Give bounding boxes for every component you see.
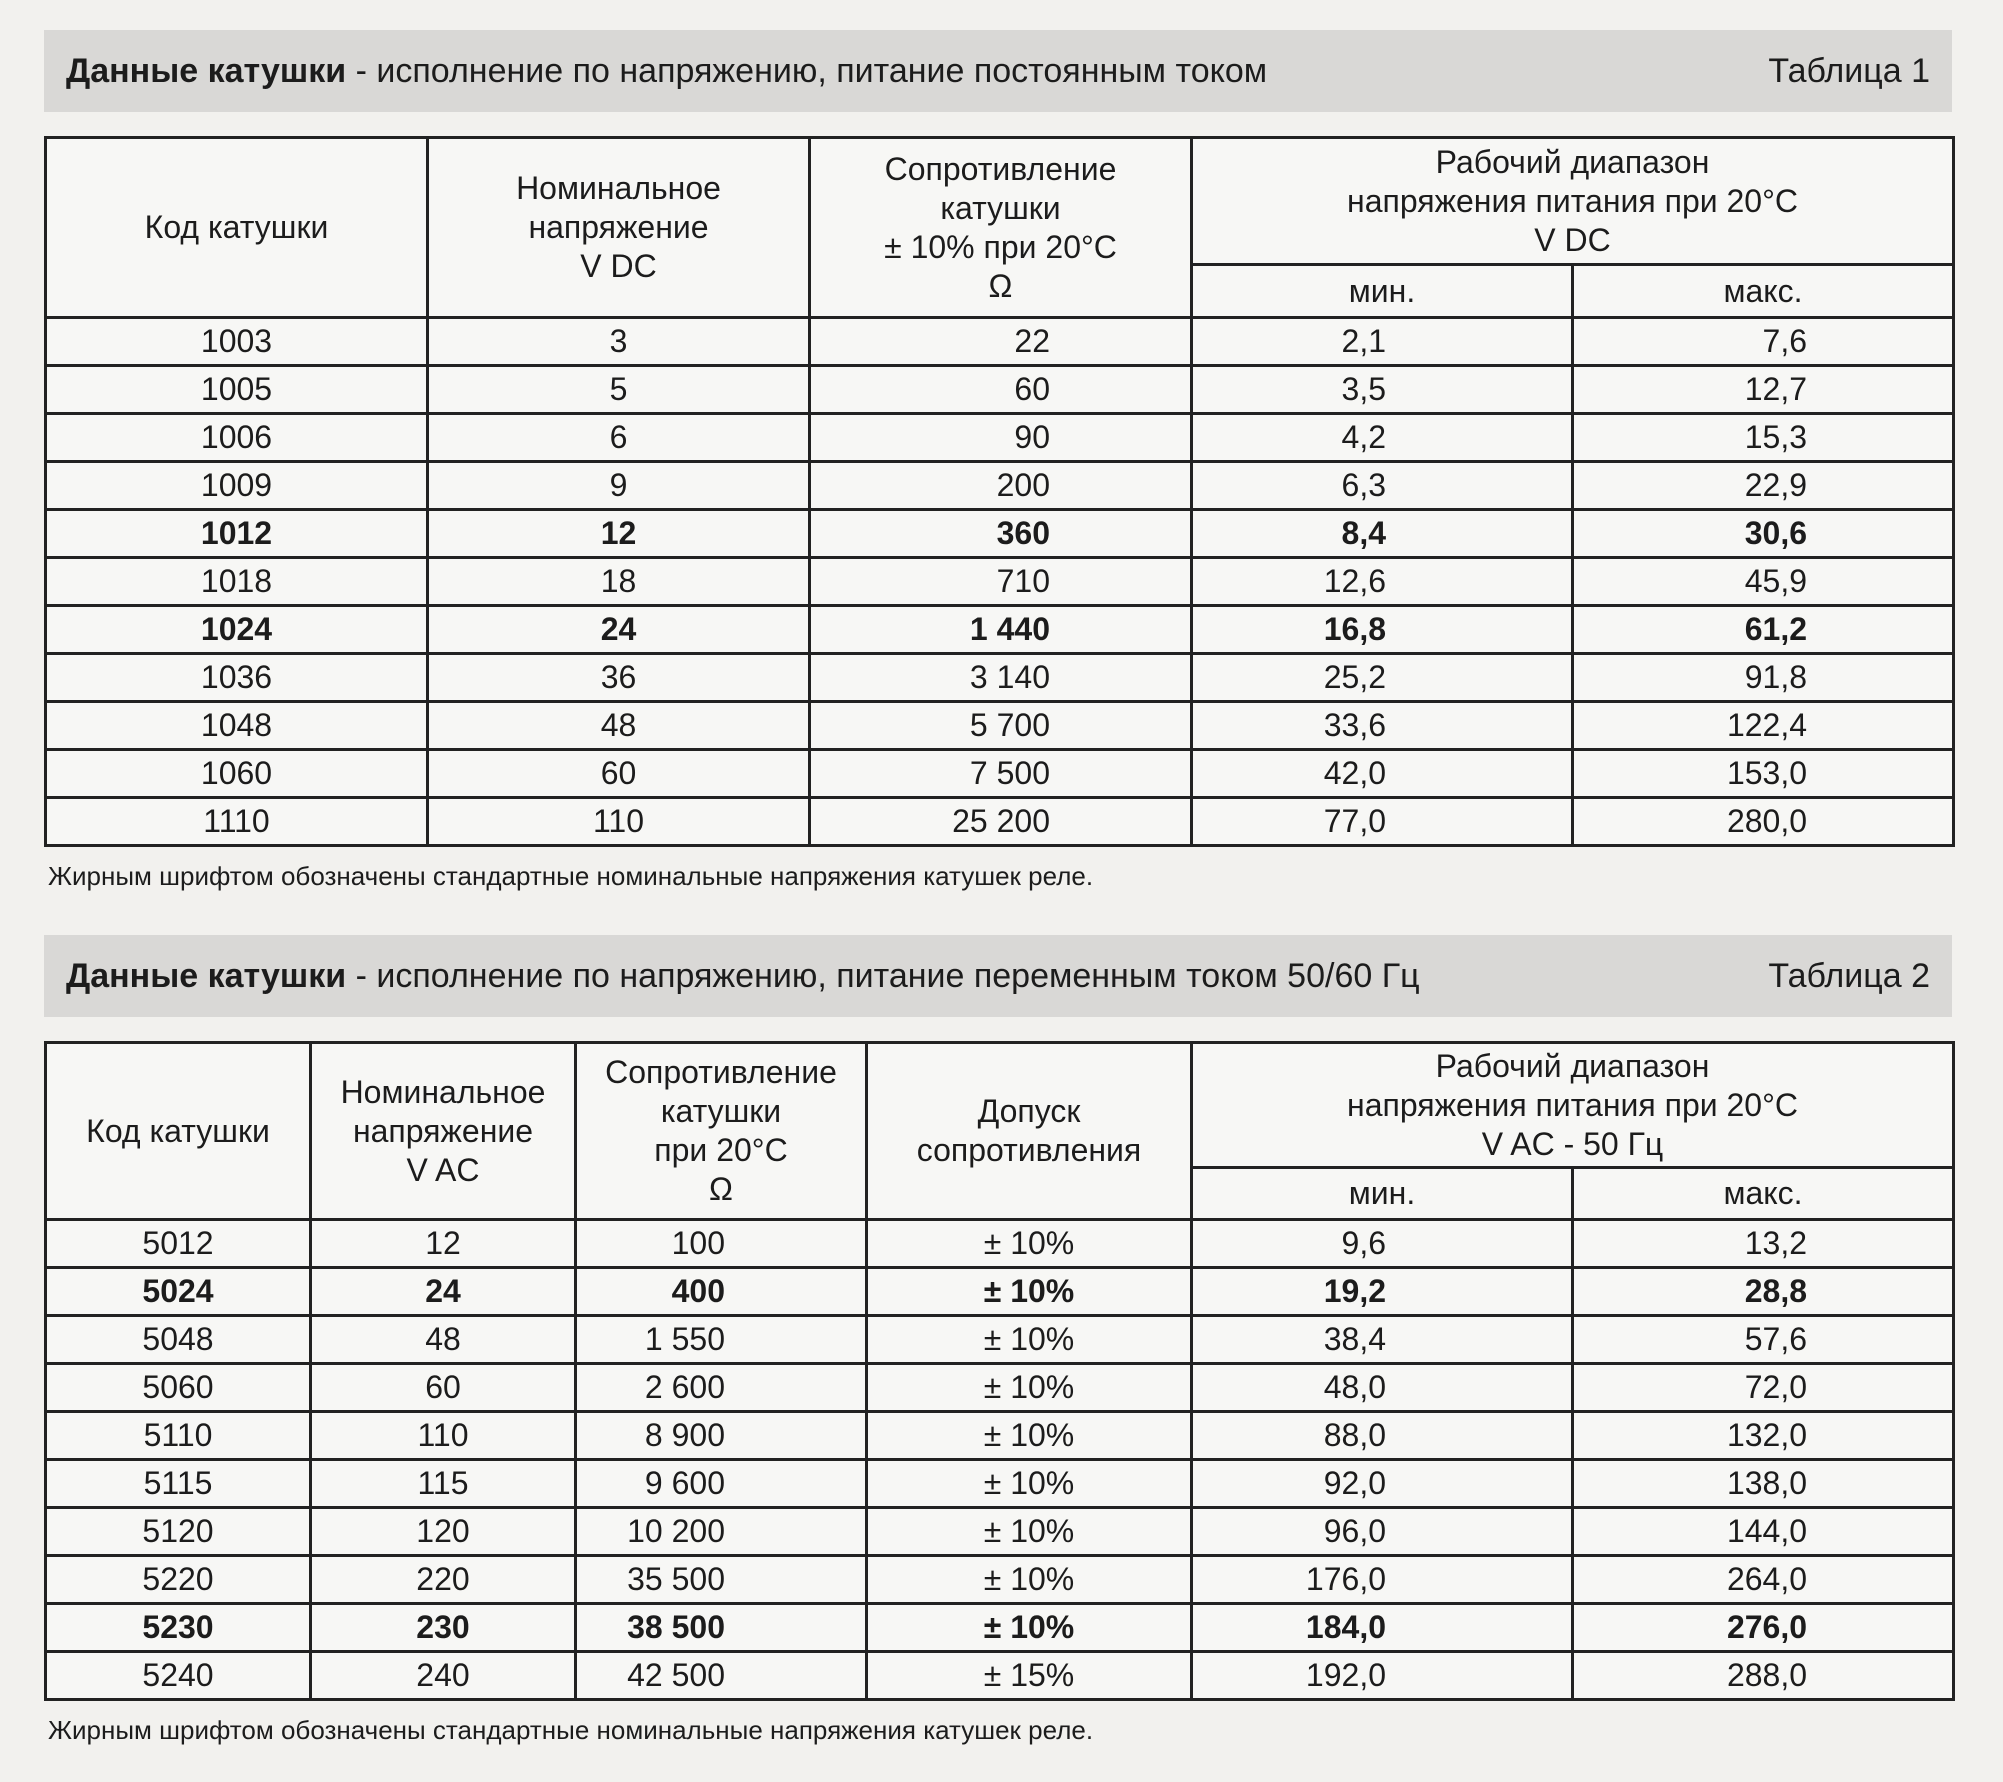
cell-max: 57,6 xyxy=(1573,1316,1954,1364)
cell-voltage: 12 xyxy=(428,510,810,558)
cell-min: 176,0 xyxy=(1192,1556,1573,1604)
cell-tolerance: ± 10% xyxy=(867,1364,1192,1412)
col-header-voltage: Номинальное напряжение V AC xyxy=(311,1043,576,1220)
cell-min: 4,2 xyxy=(1192,414,1573,462)
cell-tolerance: ± 10% xyxy=(867,1412,1192,1460)
cell-min: 6,3 xyxy=(1192,462,1573,510)
cell-resistance: 5 700 xyxy=(810,702,1192,750)
cell-resistance: 10 200 xyxy=(576,1508,867,1556)
col-header-min: мин. xyxy=(1192,265,1573,318)
cell-max: 91,8 xyxy=(1573,654,1954,702)
cell-max: 280,0 xyxy=(1573,798,1954,846)
cell-min: 9,6 xyxy=(1192,1220,1573,1268)
cell-min: 33,6 xyxy=(1192,702,1573,750)
cell-max: 12,7 xyxy=(1573,366,1954,414)
cell-max: 15,3 xyxy=(1573,414,1954,462)
col-header-max: макс. xyxy=(1573,265,1954,318)
table-row xyxy=(46,798,1954,846)
cell-tolerance: ± 10% xyxy=(867,1508,1192,1556)
cell-resistance: 60 xyxy=(810,366,1192,414)
cell-max: 132,0 xyxy=(1573,1412,1954,1460)
cell-min: 48,0 xyxy=(1192,1364,1573,1412)
cell-code: 5060 xyxy=(46,1364,311,1412)
cell-tolerance: ± 10% xyxy=(867,1460,1192,1508)
table-row xyxy=(46,366,1954,414)
cell-code: 5048 xyxy=(46,1316,311,1364)
table-row xyxy=(46,414,1954,462)
table2-label: Таблица 2 xyxy=(1768,956,1930,995)
cell-voltage: 36 xyxy=(428,654,810,702)
cell-resistance: 200 xyxy=(810,462,1192,510)
table1-footnote: Жирным шрифтом обозначены стандартные номинальные напряжения катушек реле. xyxy=(48,861,1094,891)
cell-max: 72,0 xyxy=(1573,1364,1954,1412)
table-row xyxy=(46,462,1954,510)
cell-resistance: 710 xyxy=(810,558,1192,606)
table-row xyxy=(46,606,1954,654)
cell-min: 92,0 xyxy=(1192,1460,1573,1508)
cell-code: 5012 xyxy=(46,1220,311,1268)
cell-resistance: 3 140 xyxy=(810,654,1192,702)
cell-voltage: 60 xyxy=(311,1364,576,1412)
cell-code: 1048 xyxy=(46,702,428,750)
cell-code: 5220 xyxy=(46,1556,311,1604)
cell-tolerance: ± 10% xyxy=(867,1268,1192,1316)
cell-min: 12,6 xyxy=(1192,558,1573,606)
cell-voltage: 5 xyxy=(428,366,810,414)
table-row xyxy=(46,1460,1954,1508)
cell-resistance: 1 440 xyxy=(810,606,1192,654)
cell-max: 30,6 xyxy=(1573,510,1954,558)
cell-min: 8,4 xyxy=(1192,510,1573,558)
table1-header-bar xyxy=(44,30,1952,112)
cell-resistance: 360 xyxy=(810,510,1192,558)
cell-voltage: 240 xyxy=(311,1652,576,1700)
table-row xyxy=(46,1316,1954,1364)
cell-resistance: 38 500 xyxy=(576,1604,867,1652)
cell-min: 38,4 xyxy=(1192,1316,1573,1364)
cell-tolerance: ± 10% xyxy=(867,1556,1192,1604)
cell-tolerance: ± 10% xyxy=(867,1316,1192,1364)
cell-voltage: 115 xyxy=(311,1460,576,1508)
col-header-max: макс. xyxy=(1573,1168,1954,1220)
cell-code: 1003 xyxy=(46,318,428,366)
table1-section xyxy=(44,30,1952,892)
cell-max: 122,4 xyxy=(1573,702,1954,750)
cell-min: 88,0 xyxy=(1192,1412,1573,1460)
cell-min: 19,2 xyxy=(1192,1268,1573,1316)
cell-voltage: 110 xyxy=(311,1412,576,1460)
col-header-code: Код катушки xyxy=(46,1043,311,1220)
cell-resistance: 9 600 xyxy=(576,1460,867,1508)
cell-voltage: 24 xyxy=(428,606,810,654)
cell-resistance: 1 550 xyxy=(576,1316,867,1364)
col-header-range: Рабочий диапазон напряжения питания при 20°C V AC - 50 Гц xyxy=(1192,1043,1954,1168)
cell-voltage: 24 xyxy=(311,1268,576,1316)
cell-code: 1024 xyxy=(46,606,428,654)
cell-max: 276,0 xyxy=(1573,1604,1954,1652)
cell-resistance: 8 900 xyxy=(576,1412,867,1460)
cell-code: 1005 xyxy=(46,366,428,414)
cell-code: 5120 xyxy=(46,1508,311,1556)
cell-resistance: 25 200 xyxy=(810,798,1192,846)
cell-tolerance: ± 10% xyxy=(867,1220,1192,1268)
table1-title: Данные катушки - исполнение по напряжению, питание постоянным током xyxy=(66,51,1268,90)
cell-min: 184,0 xyxy=(1192,1604,1573,1652)
cell-min: 192,0 xyxy=(1192,1652,1573,1700)
col-header-voltage: Номинальное напряжение V DC xyxy=(428,138,810,318)
table-row xyxy=(46,1556,1954,1604)
cell-code: 1018 xyxy=(46,558,428,606)
cell-max: 45,9 xyxy=(1573,558,1954,606)
table2-title: Данные катушки - исполнение по напряжению, питание переменным током 50/60 Гц xyxy=(66,956,1420,995)
cell-max: 153,0 xyxy=(1573,750,1954,798)
cell-resistance: 7 500 xyxy=(810,750,1192,798)
cell-code: 1060 xyxy=(46,750,428,798)
table2-header-bar xyxy=(44,935,1952,1017)
table-row xyxy=(46,654,1954,702)
cell-voltage: 230 xyxy=(311,1604,576,1652)
cell-voltage: 60 xyxy=(428,750,810,798)
cell-code: 1006 xyxy=(46,414,428,462)
cell-code: 1009 xyxy=(46,462,428,510)
cell-min: 96,0 xyxy=(1192,1508,1573,1556)
table-row xyxy=(46,318,1954,366)
cell-voltage: 18 xyxy=(428,558,810,606)
col-header-code: Код катушки xyxy=(46,138,428,318)
cell-code: 1012 xyxy=(46,510,428,558)
cell-min: 77,0 xyxy=(1192,798,1573,846)
cell-voltage: 48 xyxy=(428,702,810,750)
cell-resistance: 2 600 xyxy=(576,1364,867,1412)
cell-resistance: 22 xyxy=(810,318,1192,366)
cell-resistance: 400 xyxy=(576,1268,867,1316)
col-header-range: Рабочий диапазон напряжения питания при 20°C V DC xyxy=(1192,138,1954,265)
cell-resistance: 100 xyxy=(576,1220,867,1268)
cell-max: 22,9 xyxy=(1573,462,1954,510)
cell-max: 264,0 xyxy=(1573,1556,1954,1604)
cell-voltage: 110 xyxy=(428,798,810,846)
table-row xyxy=(46,1604,1954,1652)
cell-voltage: 12 xyxy=(311,1220,576,1268)
cell-max: 28,8 xyxy=(1573,1268,1954,1316)
cell-voltage: 6 xyxy=(428,414,810,462)
table2-footnote: Жирным шрифтом обозначены стандартные номинальные напряжения катушек реле. xyxy=(48,1715,1094,1745)
cell-max: 13,2 xyxy=(1573,1220,1954,1268)
cell-max: 7,6 xyxy=(1573,318,1954,366)
table-row xyxy=(46,1412,1954,1460)
cell-code: 5230 xyxy=(46,1604,311,1652)
cell-code: 5024 xyxy=(46,1268,311,1316)
table2-section xyxy=(44,935,1952,1746)
cell-tolerance: ± 10% xyxy=(867,1604,1192,1652)
table-row xyxy=(46,1268,1954,1316)
table-row xyxy=(46,1508,1954,1556)
table-row xyxy=(46,1220,1954,1268)
cell-code: 5115 xyxy=(46,1460,311,1508)
cell-min: 42,0 xyxy=(1192,750,1573,798)
cell-voltage: 3 xyxy=(428,318,810,366)
cell-min: 16,8 xyxy=(1192,606,1573,654)
cell-tolerance: ± 15% xyxy=(867,1652,1192,1700)
cell-resistance: 35 500 xyxy=(576,1556,867,1604)
table2-ac-coil-data xyxy=(44,1041,1955,1701)
cell-voltage: 48 xyxy=(311,1316,576,1364)
cell-min: 3,5 xyxy=(1192,366,1573,414)
cell-voltage: 220 xyxy=(311,1556,576,1604)
cell-voltage: 9 xyxy=(428,462,810,510)
cell-min: 2,1 xyxy=(1192,318,1573,366)
table-row xyxy=(46,750,1954,798)
col-header-resistance: Сопротивление катушки при 20°C Ω xyxy=(576,1043,867,1220)
col-header-tolerance: Допуск сопротивления xyxy=(867,1043,1192,1220)
cell-min: 25,2 xyxy=(1192,654,1573,702)
col-header-min: мин. xyxy=(1192,1168,1573,1220)
table-row xyxy=(46,702,1954,750)
cell-code: 5240 xyxy=(46,1652,311,1700)
cell-max: 144,0 xyxy=(1573,1508,1954,1556)
cell-max: 61,2 xyxy=(1573,606,1954,654)
cell-max: 138,0 xyxy=(1573,1460,1954,1508)
cell-code: 1110 xyxy=(46,798,428,846)
cell-resistance: 90 xyxy=(810,414,1192,462)
table-row xyxy=(46,1364,1954,1412)
cell-code: 1036 xyxy=(46,654,428,702)
cell-code: 5110 xyxy=(46,1412,311,1460)
table-row xyxy=(46,1652,1954,1700)
cell-resistance: 42 500 xyxy=(576,1652,867,1700)
table-row xyxy=(46,558,1954,606)
table1-label: Таблица 1 xyxy=(1768,51,1930,90)
table1-dc-coil-data xyxy=(44,136,1955,847)
table-row xyxy=(46,510,1954,558)
col-header-resistance: Сопротивление катушки ± 10% при 20°C Ω xyxy=(810,138,1192,318)
cell-max: 288,0 xyxy=(1573,1652,1954,1700)
cell-voltage: 120 xyxy=(311,1508,576,1556)
